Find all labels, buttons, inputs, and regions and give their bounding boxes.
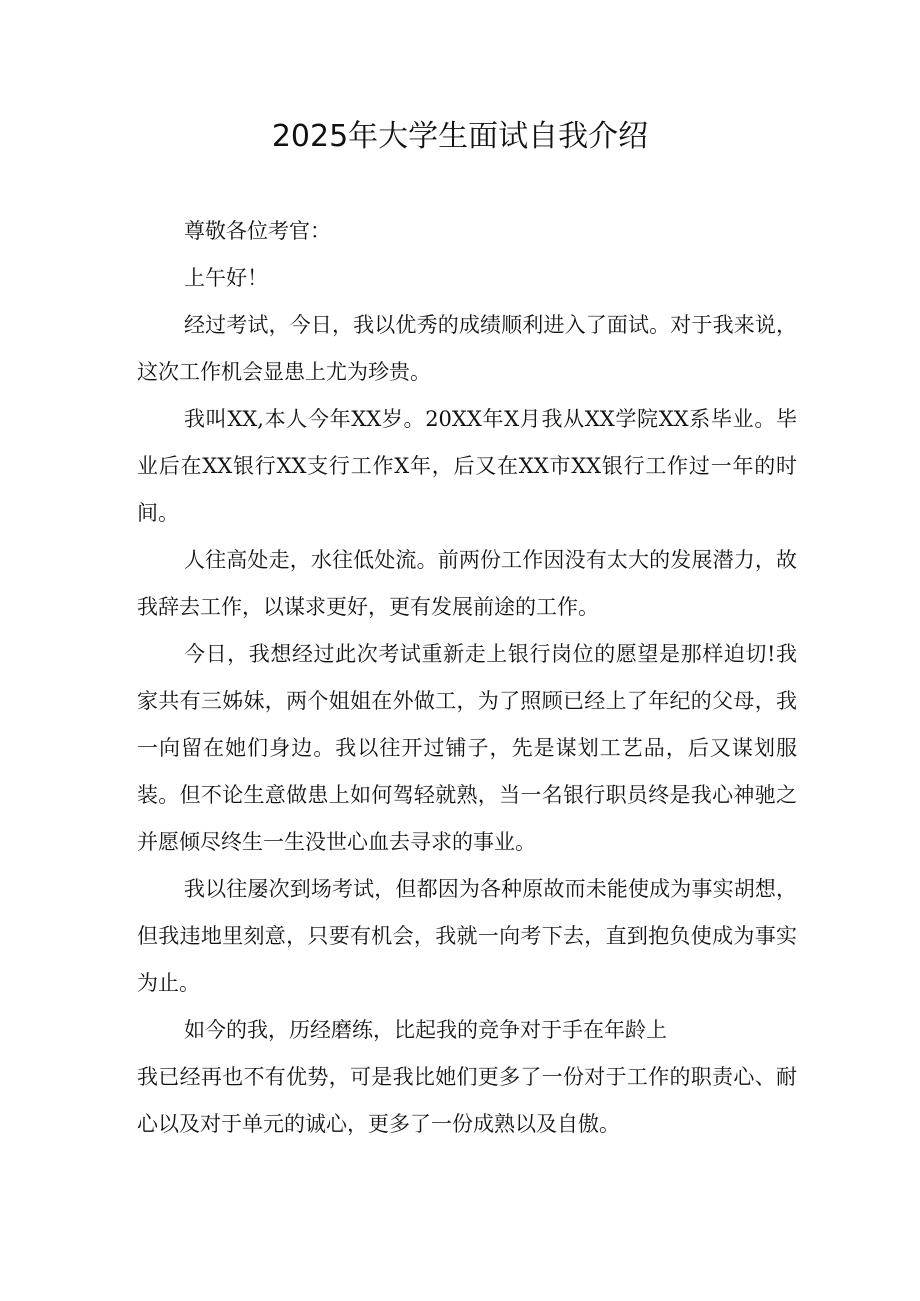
document-body: [137, 208, 797, 1148]
greeting: 上午好！: [184, 266, 268, 290]
paragraph-background: 我叫XX,本人今年XX岁。20XX年X月我从XX学院XX系毕业。毕业后在XX银行XX支行工作X年，后又在XX市XX银行工作过一年的时间。: [137, 407, 797, 525]
paragraph-now: 如今的我，历经磨练，比起我的竞争对于手在年龄上: [184, 1018, 667, 1042]
paragraph-advantage: 我已经再也不有优势，可是我比她们更多了一份对于工作的职责心、耐心以及对于单元的诚心，更多了一份成熟以及自傲。: [137, 1065, 797, 1136]
paragraph-persistence: 我以往屡次到场考试，但都因为各种原故而未能使成为事实胡想，但我违地里刻意，只要有机会，我就一向考下去，直到抱负使成为事实为止。: [137, 877, 797, 995]
paragraph-exam: 经过考试，今日，我以优秀的成绩顺利进入了面试。对于我来说，这次工作机会显患上尤为珍贵。: [137, 313, 797, 384]
paragraph-career: 人往高处走，水往低处流。前两份工作因没有太大的发展潜力，故我辞去工作，以谋求更好，更有发展前途的工作。: [137, 548, 797, 619]
paragraph-aspiration: 今日，我想经过此次考试重新走上银行岗位的愿望是那样迫切!我家共有三姊妹，两个姐姐在外做工，为了照顾已经上了年纪的父母，我一向留在她们身边。我以往开过铺子，先是谋划工艺品，后又谋划服装。但不论生意做患上如何驾轻就熟，当一名银行职员终是我心神驰之并愿倾尽终生一生没世心血去寻求的事业。: [137, 642, 797, 854]
salutation: 尊敬各位考官：: [184, 219, 331, 243]
document-title: 2025年大学生面试自我介绍: [271, 119, 649, 154]
